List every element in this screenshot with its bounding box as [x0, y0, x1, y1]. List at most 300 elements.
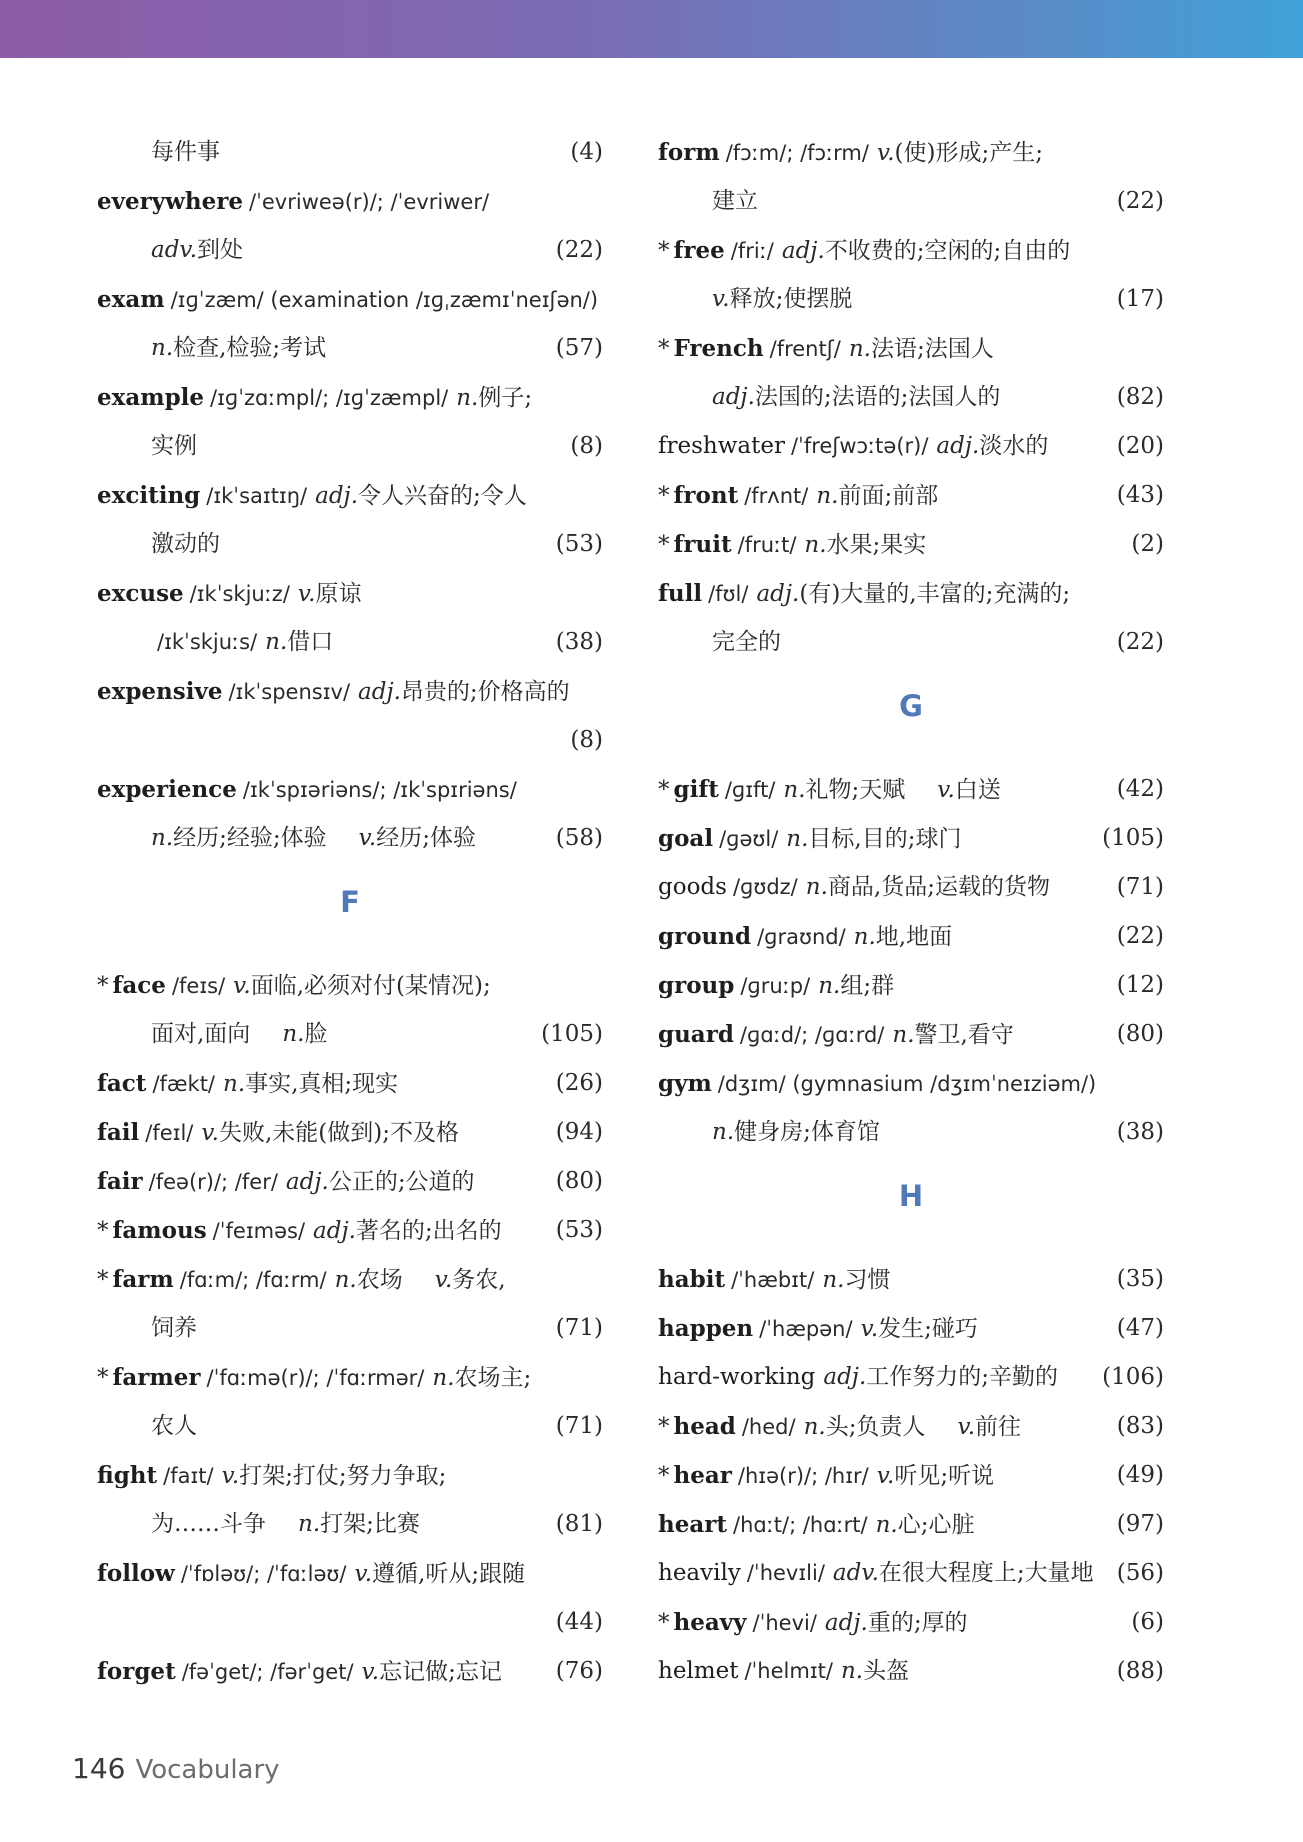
- entry-text: [658, 1353, 1058, 1402]
- definition: 激动的: [151, 531, 220, 557]
- vocab-entry: [658, 1059, 1164, 1108]
- entry-text: [658, 1598, 968, 1648]
- entry-continuation: [97, 1304, 603, 1353]
- headword: fight: [97, 1462, 158, 1489]
- unit-number: (20): [1116, 433, 1164, 459]
- unit-number: (82): [1116, 384, 1164, 410]
- pronunciation: /ɡruːp/: [740, 974, 811, 998]
- entry-text: [712, 618, 781, 667]
- entry-continuation: [97, 324, 603, 373]
- entry-text: [658, 324, 994, 374]
- unit-number: (22): [1116, 188, 1164, 214]
- star-marker: *: [658, 1610, 670, 1636]
- part-of-speech: n.: [282, 1021, 305, 1047]
- part-of-speech: v.: [434, 1267, 453, 1293]
- headword: excuse: [97, 580, 184, 607]
- unit-number: (8): [570, 727, 603, 753]
- part-of-speech: n.: [875, 1512, 898, 1538]
- pronunciation: /faɪt/: [163, 1464, 214, 1488]
- definition: 农人: [151, 1413, 197, 1439]
- headword: fruit: [673, 531, 732, 558]
- pronunciation: /ˈfɑːmə(r)/; /ˈfɑːrmər/: [206, 1366, 425, 1390]
- definition: 不收费的;空闲的;自由的: [824, 238, 1071, 264]
- vocab-entry: [658, 471, 1164, 520]
- part-of-speech: adv.: [832, 1560, 879, 1586]
- section-header: [658, 1157, 1164, 1255]
- pronunciation: /ɪkˈspɪəriəns/; /ɪkˈspɪriəns/: [242, 778, 517, 802]
- vocab-entry: [658, 1647, 1164, 1696]
- entry-continuation: [658, 177, 1164, 226]
- vocab-entry: [658, 1451, 1164, 1500]
- star-marker: *: [97, 1267, 109, 1293]
- pronunciation: /ɡraʊnd/: [757, 925, 846, 949]
- part-of-speech: v.: [354, 1561, 373, 1587]
- unit-number: (22): [555, 237, 603, 263]
- entry-text: [658, 814, 961, 864]
- unit-number: (22): [1116, 923, 1164, 949]
- section-header: [658, 667, 1164, 765]
- headword: everywhere: [97, 188, 244, 215]
- left-column: [97, 128, 603, 1696]
- headword: heavy: [673, 1609, 747, 1636]
- part-of-speech: adj.: [756, 581, 800, 607]
- entry-text: [97, 1451, 446, 1501]
- vocab-entry: [658, 961, 1164, 1010]
- definition: 心;心脏: [897, 1512, 975, 1538]
- pronunciation: /ɡʊdz/: [732, 875, 798, 899]
- unit-number: (6): [1131, 1609, 1164, 1635]
- unit-number: (47): [1116, 1315, 1164, 1341]
- definition: 发生;碰巧: [878, 1316, 978, 1342]
- headword: experience: [97, 776, 237, 803]
- part-of-speech: n.: [456, 385, 479, 411]
- entry-continuation: [97, 422, 603, 471]
- entry-text: [658, 765, 1001, 815]
- definition: 习惯: [844, 1267, 891, 1293]
- entry-text: [658, 1451, 994, 1501]
- entry-text: [97, 765, 517, 815]
- entry-continuation: [97, 128, 603, 177]
- entry-text: [151, 226, 243, 275]
- definition: (有)大量的,丰富的;充满的;: [799, 581, 1071, 607]
- vocab-entry: [658, 1255, 1164, 1304]
- headword: heavily: [658, 1560, 741, 1586]
- unit-number: (71): [1116, 874, 1164, 900]
- part-of-speech: adj.: [712, 384, 755, 410]
- unit-number: (8): [570, 433, 603, 459]
- part-of-speech: n.: [786, 826, 809, 852]
- definition: 令人兴奋的;令人: [358, 483, 527, 509]
- entry-text: [97, 471, 527, 521]
- unit-number: (57): [555, 335, 603, 361]
- part-of-speech: v.: [221, 1463, 240, 1489]
- header-band: [0, 0, 1303, 58]
- part-of-speech: adv.: [151, 237, 198, 263]
- pronunciation: /ɪɡˈzæm/ (examination /ɪɡˌzæmɪˈneɪʃən/): [170, 288, 599, 312]
- part-of-speech: n.: [432, 1365, 455, 1391]
- unit-number: (4): [570, 139, 603, 165]
- headword: expensive: [97, 678, 223, 705]
- part-of-speech: v.: [860, 1316, 879, 1342]
- page-label: Vocabulary: [135, 1755, 280, 1785]
- section-letter: G: [899, 689, 923, 723]
- pronunciation: /feɪl/: [145, 1121, 194, 1145]
- definition: 实例: [151, 433, 197, 459]
- entry-continuation: [658, 1108, 1164, 1157]
- unit-number: (80): [555, 1168, 603, 1194]
- pronunciation: /friː/: [730, 239, 774, 263]
- pronunciation: /ɪkˈsaɪtɪŋ/: [206, 484, 308, 508]
- pronunciation: /fʊl/: [708, 582, 749, 606]
- definition: 在很大程度上;大量地: [878, 1560, 1094, 1586]
- vocab-entry: [658, 1010, 1164, 1059]
- entry-text: [97, 373, 532, 423]
- unit-number: (38): [555, 629, 603, 655]
- headword: head: [673, 1413, 736, 1440]
- headword: forget: [97, 1658, 176, 1685]
- entry-text: [151, 324, 326, 373]
- entry-continuation: [97, 1402, 603, 1451]
- headword: guard: [658, 1021, 734, 1048]
- definition: 公正的;公道的: [328, 1169, 475, 1195]
- entry-text: [658, 863, 1050, 912]
- unit-number: (83): [1116, 1413, 1164, 1439]
- entry-text: [151, 422, 197, 471]
- vocab-entry: [658, 324, 1164, 373]
- pronunciation: /fɔːm/; /fɔːrm/: [725, 141, 869, 165]
- pronunciation: /hɑːt/; /hɑːrt/: [733, 1513, 868, 1537]
- vocab-entry: [658, 520, 1164, 569]
- headword: fair: [97, 1168, 143, 1195]
- pronunciation: /hed/: [741, 1415, 796, 1439]
- part-of-speech: n.: [853, 924, 876, 950]
- pronunciation: /fɑːm/; /fɑːrm/: [179, 1268, 327, 1292]
- entry-text: [97, 1059, 398, 1109]
- definition: 脸: [304, 1021, 328, 1047]
- vocab-entry: [97, 1549, 603, 1598]
- entry-text: [97, 1108, 459, 1158]
- part-of-speech: v.: [233, 973, 251, 999]
- definition: 经历;体验: [376, 825, 476, 851]
- entry-text: [97, 961, 491, 1011]
- pronunciation: /fəˈget/; /fərˈget/: [181, 1660, 354, 1684]
- part-of-speech: n.: [151, 825, 174, 851]
- definition: 目标,目的;球门: [808, 826, 962, 852]
- part-of-speech: v.: [876, 1463, 895, 1489]
- pronunciation: /feə(r)/; /fer/: [148, 1170, 278, 1194]
- entry-continuation: [97, 1598, 603, 1647]
- section-letter: F: [340, 885, 360, 919]
- headword: French: [673, 335, 764, 362]
- unit-number: (49): [1116, 1462, 1164, 1488]
- entry-text: [658, 1304, 978, 1354]
- definition: 忘记做;忘记: [379, 1659, 502, 1685]
- headword: full: [658, 580, 703, 607]
- definition: 到处: [197, 237, 244, 263]
- definition: 法语;法国人: [870, 336, 994, 362]
- definition: 事实,真相;现实: [245, 1071, 399, 1097]
- headword: gift: [673, 776, 719, 803]
- entry-text: [97, 1353, 531, 1403]
- definition: 著名的;出名的: [355, 1218, 502, 1244]
- definition: 工作努力的;辛勤的: [866, 1364, 1059, 1390]
- pronunciation: /fækt/: [152, 1072, 215, 1096]
- part-of-speech: n.: [712, 1119, 735, 1145]
- part-of-speech: v.: [712, 286, 730, 312]
- pronunciation: /ɡəʊl/: [719, 827, 779, 851]
- pronunciation: /ˈevriweə(r)/; /ˈevriwer/: [249, 190, 490, 214]
- headword: face: [112, 972, 166, 999]
- entry-text: [97, 1647, 502, 1697]
- headword: hard-working: [658, 1364, 816, 1390]
- part-of-speech: adj.: [285, 1169, 329, 1195]
- unit-number: (42): [1116, 776, 1164, 802]
- part-of-speech: adj.: [936, 433, 980, 459]
- headword: goal: [658, 825, 714, 852]
- vocab-entry: [658, 1500, 1164, 1549]
- star-marker: *: [658, 777, 670, 803]
- definition: 饲养: [151, 1315, 197, 1341]
- definition: 头;负责人: [825, 1414, 926, 1440]
- entry-text: [151, 1402, 197, 1451]
- star-marker: *: [658, 336, 670, 362]
- vocab-entry: [658, 569, 1164, 618]
- vocab-entry: [97, 1353, 603, 1402]
- unit-number: (97): [1116, 1511, 1164, 1537]
- headword: happen: [658, 1315, 754, 1342]
- star-marker: *: [97, 973, 109, 999]
- definition: 法国的;法语的;法国人的: [754, 384, 1001, 410]
- pronunciation: /ˈhevi/: [752, 1611, 817, 1635]
- entry-continuation: [97, 814, 603, 863]
- unit-number: (2): [1131, 531, 1164, 557]
- part-of-speech: n.: [334, 1267, 357, 1293]
- star-marker: *: [658, 238, 670, 264]
- unit-number: (53): [555, 531, 603, 557]
- part-of-speech: n.: [805, 874, 828, 900]
- part-of-speech: n.: [298, 1511, 321, 1537]
- headword: farm: [112, 1266, 174, 1293]
- part-of-speech: adj.: [781, 238, 825, 264]
- headword: farmer: [112, 1364, 201, 1391]
- section-letter: H: [898, 1179, 924, 1213]
- pronunciation: /ɪkˈspensɪv/: [228, 680, 351, 704]
- entry-text: [658, 912, 952, 962]
- entry-text: [712, 275, 852, 324]
- pronunciation: /ɪɡˈzɑːmpl/; /ɪɡˈzæmpl/: [210, 386, 449, 410]
- definition: 健身房;体育馆: [734, 1119, 880, 1145]
- definition: 地,地面: [875, 924, 953, 950]
- part-of-speech: v.: [876, 140, 895, 166]
- entry-text: [658, 1255, 890, 1305]
- unit-number: (12): [1116, 972, 1164, 998]
- headword: ground: [658, 923, 752, 950]
- vocab-entry: [658, 1549, 1164, 1598]
- definition: 昂贵的;价格高的: [400, 679, 570, 705]
- definition: 原谅: [315, 581, 362, 607]
- definition: 打架;打仗;努力争取;: [239, 1463, 447, 1489]
- entry-text: [151, 618, 333, 667]
- part-of-speech: n.: [848, 336, 871, 362]
- pronunciation: /ˈhæpən/: [759, 1317, 853, 1341]
- definition: 打架;比赛: [320, 1511, 420, 1537]
- entry-text: [658, 471, 938, 521]
- definition: 前往: [975, 1414, 1022, 1440]
- vocab-entry: [658, 765, 1164, 814]
- unit-number: (26): [555, 1070, 603, 1096]
- unit-number: (81): [555, 1511, 603, 1537]
- entry-text: [658, 422, 1048, 471]
- headword: group: [658, 972, 735, 999]
- vocab-entry: [97, 275, 603, 324]
- pronunciation: /ˈfeɪməs/: [212, 1219, 306, 1243]
- entry-continuation: [97, 716, 603, 765]
- part-of-speech: v.: [297, 581, 316, 607]
- unit-number: (105): [1102, 825, 1164, 851]
- entry-text: [658, 520, 926, 570]
- entry-text: [712, 177, 758, 226]
- part-of-speech: adj.: [823, 1364, 867, 1390]
- vocab-entry: [97, 1206, 603, 1255]
- entry-text: [97, 569, 361, 619]
- vocab-entry: [658, 422, 1164, 471]
- vocab-entry: [97, 373, 603, 422]
- unit-number: (71): [555, 1315, 603, 1341]
- star-marker: *: [97, 1218, 109, 1244]
- unit-number: (38): [1116, 1119, 1164, 1145]
- vocab-entry: [97, 1451, 603, 1500]
- definition: 农场主;: [454, 1365, 532, 1391]
- unit-number: (105): [541, 1021, 603, 1047]
- part-of-speech: n.: [803, 1414, 826, 1440]
- part-of-speech: n.: [223, 1071, 246, 1097]
- pronunciation: /frentʃ/: [769, 337, 841, 361]
- definition: 重的;厚的: [867, 1610, 968, 1636]
- definition: 面对,面向: [151, 1021, 251, 1047]
- headword: exam: [97, 286, 165, 313]
- definition: 检查,检验;考试: [173, 335, 327, 361]
- entry-text: [151, 1010, 327, 1059]
- unit-number: (76): [555, 1658, 603, 1684]
- entry-text: [97, 177, 489, 227]
- definition: 农场: [356, 1267, 403, 1293]
- vocab-entry: [658, 1402, 1164, 1451]
- unit-number: (53): [555, 1217, 603, 1243]
- unit-number: (58): [555, 825, 603, 851]
- star-marker: *: [658, 483, 670, 509]
- unit-number: (43): [1116, 482, 1164, 508]
- entry-text: [658, 1549, 1094, 1598]
- part-of-speech: n.: [151, 335, 174, 361]
- entry-continuation: [97, 1010, 603, 1059]
- part-of-speech: n.: [840, 1658, 864, 1684]
- entry-continuation: [97, 1500, 603, 1549]
- vocab-entry: [97, 961, 603, 1010]
- part-of-speech: v.: [361, 1659, 380, 1685]
- entry-text: [658, 1500, 974, 1550]
- headword: helmet: [658, 1658, 739, 1684]
- headword: example: [97, 384, 205, 411]
- part-of-speech: adj.: [313, 1218, 356, 1244]
- part-of-speech: v.: [201, 1120, 219, 1146]
- headword: form: [658, 139, 720, 166]
- definition: 前面;前部: [838, 483, 939, 509]
- part-of-speech: n.: [783, 777, 806, 803]
- unit-number: (35): [1116, 1266, 1164, 1292]
- part-of-speech: n.: [892, 1022, 915, 1048]
- part-of-speech: n.: [804, 532, 827, 558]
- vocab-entry: [97, 569, 603, 618]
- entry-text: [712, 1108, 880, 1157]
- vocab-entry: [658, 814, 1164, 863]
- right-column: [658, 128, 1164, 1696]
- vocab-entry: [97, 765, 603, 814]
- entry-text: [658, 128, 1043, 178]
- headword: heart: [658, 1511, 727, 1538]
- unit-number: (80): [1116, 1021, 1164, 1047]
- pronunciation: /ˈfɒləʊ/; /ˈfɑːləʊ/: [180, 1562, 347, 1586]
- part-of-speech: n.: [816, 483, 839, 509]
- definition: 建立: [712, 188, 758, 214]
- headword: famous: [112, 1217, 207, 1244]
- definition: 淡水的: [979, 433, 1049, 459]
- vocab-entry: [97, 1647, 603, 1696]
- definition: 白送: [954, 777, 1001, 803]
- part-of-speech: adj.: [824, 1610, 868, 1636]
- vocab-entry: [97, 1255, 603, 1304]
- definition: (使)形成;产生;: [894, 140, 1043, 166]
- headword: gym: [658, 1070, 712, 1097]
- unit-number: (106): [1102, 1364, 1164, 1390]
- part-of-speech: v.: [937, 777, 955, 803]
- pronunciation: /ˈfreʃwɔːtə(r)/: [790, 434, 929, 458]
- entry-continuation: [97, 618, 603, 667]
- definition: 水果;果实: [826, 532, 927, 558]
- definition: 听见;听说: [894, 1463, 995, 1489]
- vocab-entry: [658, 1353, 1164, 1402]
- pronunciation: /ɪkˈskjuːz/: [189, 582, 290, 606]
- headword: hear: [673, 1462, 732, 1489]
- vocab-entry: [97, 1059, 603, 1108]
- part-of-speech: v.: [358, 825, 377, 851]
- definition: 务农,: [452, 1267, 506, 1293]
- headword: freshwater: [658, 433, 785, 459]
- star-marker: *: [658, 532, 670, 558]
- unit-number: (88): [1116, 1658, 1164, 1684]
- vocab-entry: [658, 863, 1164, 912]
- headword: exciting: [97, 482, 201, 509]
- entry-text: [712, 373, 1000, 422]
- entry-text: [97, 1549, 525, 1599]
- entry-text: [658, 961, 894, 1011]
- part-of-speech: n.: [822, 1267, 845, 1293]
- definition: 经历;经验;体验: [173, 825, 327, 851]
- unit-number: (94): [555, 1119, 603, 1145]
- definition: 失败,未能(做到);不及格: [218, 1120, 459, 1146]
- headword: free: [673, 237, 725, 264]
- definition: 借口: [287, 629, 334, 655]
- entry-text: [97, 1206, 502, 1256]
- definition: 商品,货品;运载的货物: [827, 874, 1050, 900]
- entry-text: [151, 520, 220, 569]
- vocab-entry: [658, 226, 1164, 275]
- unit-number: (56): [1116, 1560, 1164, 1586]
- entry-text: [658, 1059, 1096, 1109]
- entry-text: [658, 1402, 1021, 1452]
- headword: follow: [97, 1560, 175, 1587]
- vocab-entry: [97, 667, 603, 716]
- entry-text: [658, 226, 1070, 276]
